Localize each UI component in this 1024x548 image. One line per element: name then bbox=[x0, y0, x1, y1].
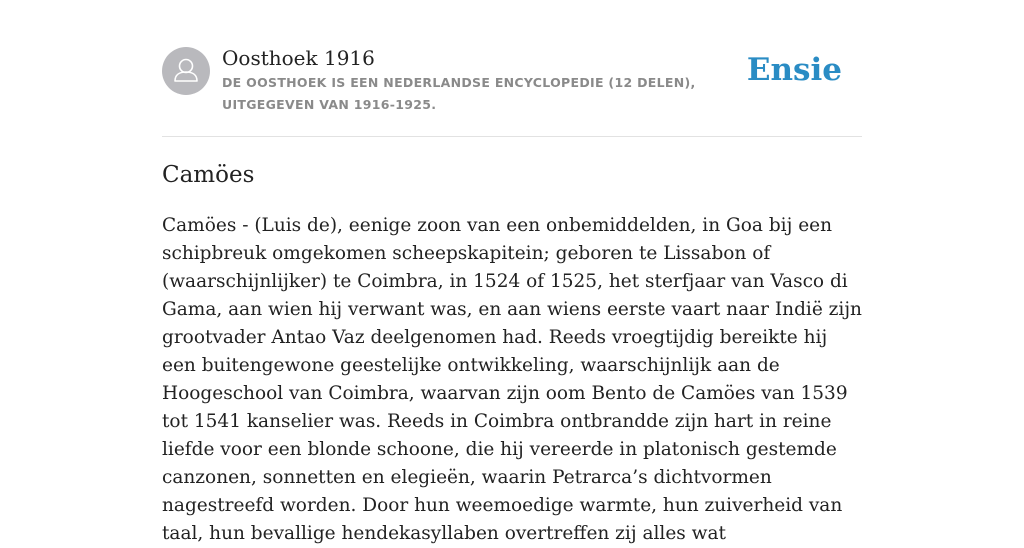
source-avatar[interactable] bbox=[162, 47, 210, 95]
source-header bbox=[162, 44, 862, 137]
user-icon bbox=[162, 47, 210, 95]
source-title[interactable]: Oosthoek 1916 bbox=[222, 46, 375, 70]
article-body: Camöes - (Luis de), eenige zoon van een onbemiddelden, in Goa bij een schipbreuk omgekomen scheepskapitein; geboren te Lissabon of (waarschijnlijker) te Coimbra, in 1524 of 1525, het sterfjaar van Vasco di Gama, aan wien hij verwant was, en aan wiens eerste vaart naar Indië zijn grootvader Antao Vaz deelgenomen had. Reeds vroegtijdig bereikte hij een buitengewone geestelijke ontwikkeling, waarschijnlijk aan de Hoogeschool van Coimbra, waarvan zijn oom Bento de Camöes van 1539 tot 1541 kanselier was. Reeds in Coimbra ontbrandde zijn hart in reine liefde voor een blonde schoone, die hij vereerde in platonisch gestemde canzonen, sonnetten en elegieën, waarin Petrarca’s dichtvormen nagestreefd worden. Door hun weemoedige warmte, hun zuiverheid van taal, hun bevallige hendekasyllaben overtreffen zij alles wat bbox=[162, 215, 862, 544]
article-title: Camöes bbox=[162, 162, 255, 188]
source-description: DE OOSTHOEK IS EEN NEDERLANDSE ENCYCLOPEDIE (12 DELEN), UITGEGEVEN VAN 1916-1925. bbox=[222, 75, 696, 112]
brand-logo[interactable]: Ensie bbox=[746, 52, 842, 88]
